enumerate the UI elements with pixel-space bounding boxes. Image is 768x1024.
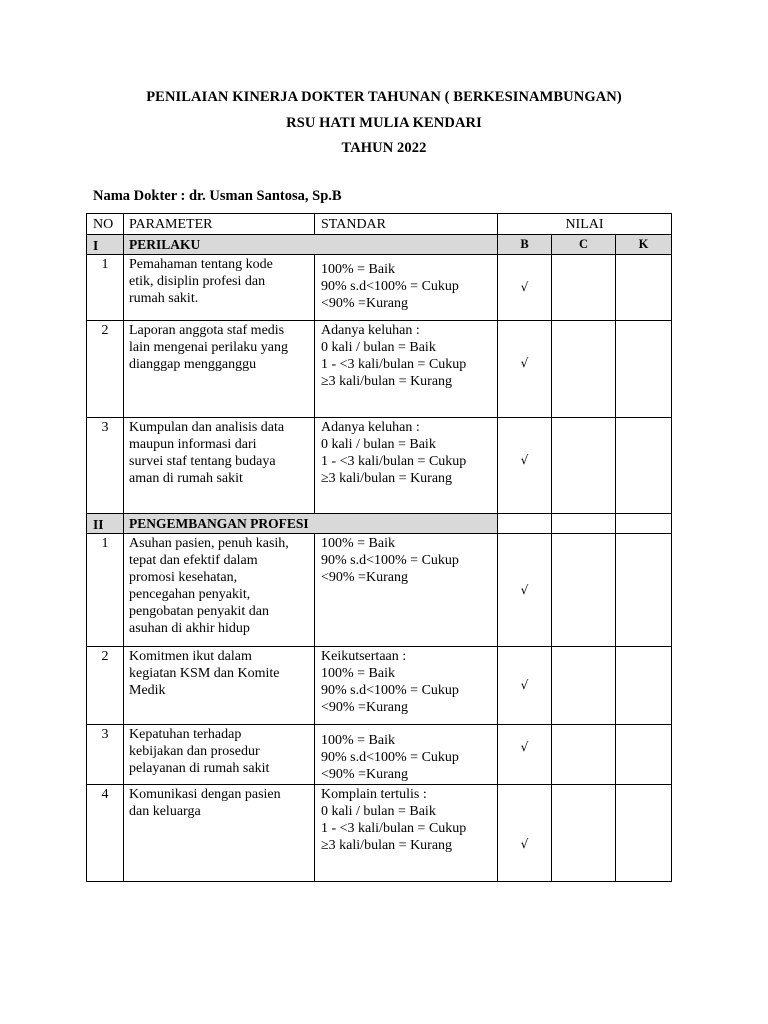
table-row xyxy=(87,321,672,418)
cell-c xyxy=(552,534,616,647)
hospital-name: RSU HATI MULIA KENDARI xyxy=(286,115,482,131)
cell-c xyxy=(552,255,616,321)
cell-c xyxy=(552,725,616,785)
section-row-perilaku xyxy=(87,235,672,255)
header-b: B xyxy=(498,235,552,255)
header-c: C xyxy=(552,235,616,255)
std-line: Komplain tertulis : xyxy=(321,787,427,802)
check-mark-b: √ xyxy=(498,321,552,418)
header-k: K xyxy=(616,235,672,255)
param-line: tepat dan efektif dalam xyxy=(129,553,258,568)
row-parameter xyxy=(124,255,315,321)
std-line: ≥3 kali/bulan = Kurang xyxy=(321,374,453,389)
param-line: lain mengenai perilaku yang xyxy=(129,340,288,355)
check-mark-b: √ xyxy=(498,418,552,514)
table-row xyxy=(87,418,672,514)
section-title: PERILAKU xyxy=(124,235,498,255)
std-line: 90% s.d<100% = Cukup xyxy=(321,553,459,568)
header-no: NO xyxy=(87,214,124,235)
std-line: ≥3 kali/bulan = Kurang xyxy=(321,471,453,486)
param-line: Laporan anggota staf medis xyxy=(129,323,285,338)
std-line: <90% =Kurang xyxy=(321,700,408,715)
param-line: kebijakan dan prosedur xyxy=(129,744,260,759)
section-row-pengembangan-profesi xyxy=(87,514,672,534)
param-line: rumah sakit. xyxy=(129,291,199,306)
cell-k xyxy=(616,725,672,785)
check-mark-b: √ xyxy=(498,255,552,321)
std-line: Keikutsertaan : xyxy=(321,649,407,664)
param-line: dan keluarga xyxy=(129,804,201,819)
evaluation-table xyxy=(86,213,672,882)
row-parameter xyxy=(124,321,315,418)
table-row xyxy=(87,725,672,785)
cell-k xyxy=(616,647,672,725)
std-line: 100% = Baik xyxy=(321,262,395,277)
cell-c xyxy=(552,514,616,534)
std-line: 0 kali / bulan = Baik xyxy=(321,804,436,819)
row-number: 3 xyxy=(87,418,124,514)
param-line: pencegahan penyakit, xyxy=(129,587,251,602)
param-line: asuhan di akhir hidup xyxy=(129,621,250,636)
std-line: ≥3 kali/bulan = Kurang xyxy=(321,838,453,853)
cell-c xyxy=(552,321,616,418)
std-line: 90% s.d<100% = Cukup xyxy=(321,683,459,698)
doctor-name: Nama Dokter : dr. Usman Santosa, Sp.B xyxy=(93,188,342,204)
table-row xyxy=(87,255,672,321)
row-number: 3 xyxy=(87,725,124,785)
header-standar: STANDAR xyxy=(315,214,498,235)
check-mark-b: √ xyxy=(498,534,552,647)
param-line: Medik xyxy=(129,683,166,698)
row-standar xyxy=(315,725,498,785)
row-number: 4 xyxy=(87,785,124,882)
cell-k xyxy=(616,534,672,647)
std-line: 1 - <3 kali/bulan = Cukup xyxy=(321,454,467,469)
param-line: survei staf tentang budaya xyxy=(129,454,276,469)
param-line: Kepatuhan terhadap xyxy=(129,727,242,742)
cell-c xyxy=(552,785,616,882)
cell-c xyxy=(552,418,616,514)
table-header-row xyxy=(87,214,672,235)
cell-b xyxy=(498,514,552,534)
table-row xyxy=(87,647,672,725)
table-row xyxy=(87,785,672,882)
section-number: II xyxy=(87,514,124,534)
row-number: 2 xyxy=(87,647,124,725)
param-line: Komunikasi dengan pasien xyxy=(129,787,281,802)
param-line: Kumpulan dan analisis data xyxy=(129,420,285,435)
param-line: pelayanan di rumah sakit xyxy=(129,761,270,776)
std-line: 90% s.d<100% = Cukup xyxy=(321,279,459,294)
row-standar xyxy=(315,647,498,725)
std-line: <90% =Kurang xyxy=(321,570,408,585)
param-line: aman di rumah sakit xyxy=(129,471,243,486)
row-parameter xyxy=(124,725,315,785)
param-line: promosi kesehatan, xyxy=(129,570,238,585)
row-standar xyxy=(315,255,498,321)
row-parameter xyxy=(124,418,315,514)
cell-k xyxy=(616,255,672,321)
std-line: Adanya keluhan : xyxy=(321,420,420,435)
table-row xyxy=(87,534,672,647)
std-line: 100% = Baik xyxy=(321,536,395,551)
cell-c xyxy=(552,647,616,725)
std-line: 0 kali / bulan = Baik xyxy=(321,340,436,355)
header-nilai: NILAI xyxy=(498,214,672,235)
row-standar xyxy=(315,785,498,882)
param-line: maupun informasi dari xyxy=(129,437,257,452)
std-line: 100% = Baik xyxy=(321,733,395,748)
row-standar xyxy=(315,321,498,418)
cell-k xyxy=(616,418,672,514)
cell-k xyxy=(616,321,672,418)
cell-k xyxy=(616,514,672,534)
std-line: 1 - <3 kali/bulan = Cukup xyxy=(321,357,467,372)
row-standar xyxy=(315,418,498,514)
std-line: 1 - <3 kali/bulan = Cukup xyxy=(321,821,467,836)
check-mark-b: √ xyxy=(498,785,552,882)
param-line: pengobatan penyakit dan xyxy=(129,604,269,619)
row-parameter xyxy=(124,647,315,725)
param-line: kegiatan KSM dan Komite xyxy=(129,666,280,681)
row-number: 1 xyxy=(87,534,124,647)
header-parameter: PARAMETER xyxy=(124,214,315,235)
row-parameter xyxy=(124,785,315,882)
param-line: dianggap mengganggu xyxy=(129,357,257,372)
document-year: TAHUN 2022 xyxy=(341,140,427,156)
section-title: PENGEMBANGAN PROFESI xyxy=(124,514,498,534)
section-number: I xyxy=(87,235,124,255)
row-number: 1 xyxy=(87,255,124,321)
std-line: 0 kali / bulan = Baik xyxy=(321,437,436,452)
std-line: <90% =Kurang xyxy=(321,767,408,782)
document-title: PENILAIAN KINERJA DOKTER TAHUNAN ( BERKESINAMBUNGAN) xyxy=(146,89,622,105)
check-mark-b: √ xyxy=(498,725,552,785)
std-line: 90% s.d<100% = Cukup xyxy=(321,750,459,765)
param-line: etik, disiplin profesi dan xyxy=(129,274,266,289)
row-standar xyxy=(315,534,498,647)
std-line: Adanya keluhan : xyxy=(321,323,420,338)
row-parameter xyxy=(124,534,315,647)
param-line: Komitmen ikut dalam xyxy=(129,649,252,664)
row-number: 2 xyxy=(87,321,124,418)
param-line: Asuhan pasien, penuh kasih, xyxy=(129,536,289,551)
cell-k xyxy=(616,785,672,882)
std-line: <90% =Kurang xyxy=(321,296,408,311)
param-line: Pemahaman tentang kode xyxy=(129,257,273,272)
check-mark-b: √ xyxy=(498,647,552,725)
std-line: 100% = Baik xyxy=(321,666,395,681)
